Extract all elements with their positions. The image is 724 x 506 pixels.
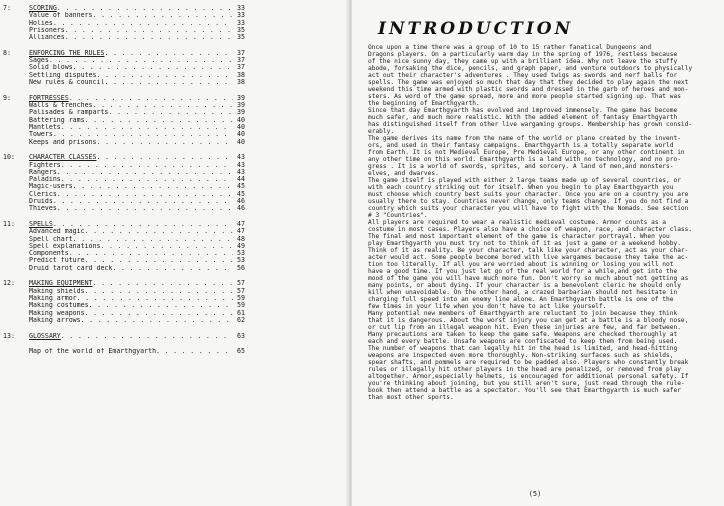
toc-page-number: 43 bbox=[237, 154, 245, 162]
toc-page-number: 43 bbox=[237, 168, 245, 176]
toc-entry bbox=[3, 79, 245, 86]
toc-entry-title: Clerics bbox=[29, 190, 57, 198]
toc-page-number: 62 bbox=[237, 316, 245, 324]
body-text-line: than most other sports. bbox=[368, 394, 454, 401]
toc-entry bbox=[3, 228, 245, 235]
toc-leader-dots bbox=[97, 154, 234, 161]
toc-page-number: 65 bbox=[237, 348, 245, 356]
toc-entry-title: Magic-users bbox=[29, 183, 73, 191]
toc-section-title: MAKING EQUIPMENT bbox=[29, 280, 93, 288]
toc-section bbox=[3, 50, 245, 86]
body-text-line: altogether. Armor,especially helmets, is encouraged for additional personal safety. If bbox=[368, 373, 689, 380]
body-text-line: charging full speed into an enemy line alone. An Emarthgyarth battle is one of the bbox=[368, 296, 674, 303]
toc-entry-title: Paladins bbox=[29, 176, 61, 184]
body-text-line: or cut lip from an illegal weapon hit. Even these injuries are few, and far between. bbox=[368, 324, 681, 331]
toc-entry-title: Solid blows bbox=[29, 64, 73, 72]
body-text-line: must choose which country best suits your character. Once you are on a country you are bbox=[368, 191, 689, 198]
toc-entry-title: Components bbox=[29, 250, 69, 258]
toc-entry bbox=[3, 109, 245, 116]
toc-leader-dots bbox=[85, 228, 233, 235]
body-text-line: country which suits your character you will have to fight with the Nomads. See section bbox=[368, 205, 689, 212]
toc-entry-title: Spell chart bbox=[29, 235, 73, 243]
toc-page-number: 53 bbox=[237, 250, 245, 258]
body-text-line: that it is dangerous. About the worst injury you can get at a battle is a bloody nose, bbox=[368, 317, 689, 324]
body-text-line: # 3 "Countries". bbox=[368, 212, 428, 219]
toc-page-number: 38 bbox=[237, 79, 245, 87]
toc-leader-dots bbox=[53, 198, 233, 205]
toc-page-number: 56 bbox=[237, 264, 245, 272]
toc-leader-dots bbox=[73, 183, 233, 190]
body-text-line: each and every battle. Unsafe weapons are confiscated to keep them from being used. bbox=[368, 338, 678, 345]
toc-entry-title: Fighters bbox=[29, 161, 61, 169]
toc-page-number: 47 bbox=[237, 228, 245, 236]
body-text-line: many points, or about dying. If your character is a benevolent cleric he should only bbox=[368, 282, 681, 289]
toc-entry bbox=[3, 236, 245, 243]
toc-page-number: 39 bbox=[237, 102, 245, 110]
body-text-line: Many potential new members of Emarthgyarth are reluctant to join because they think bbox=[368, 310, 678, 317]
body-text-line: All players are required to wear a realistic medieval costume. Armor counts as a bbox=[368, 219, 667, 226]
toc-leader-dots bbox=[97, 72, 234, 79]
toc-entry bbox=[3, 131, 245, 138]
toc-page-number: 46 bbox=[237, 205, 245, 213]
toc-entry-title: Keeps and prisons bbox=[29, 138, 97, 146]
body-text-line: you're thinking about joining, but you still aren't sure, just read through the rule- bbox=[368, 380, 685, 387]
toc-section-heading bbox=[3, 280, 245, 287]
toc-entry bbox=[3, 12, 245, 19]
body-text-line: The final and most important element of the game is character portrayal. When you bbox=[368, 233, 670, 240]
toc-leader-dots bbox=[73, 64, 233, 71]
toc-entry bbox=[3, 57, 245, 64]
toc-leader-dots bbox=[53, 221, 233, 228]
body-text-line: rules or illegally hit other players in the head are penalized, or removed from play bbox=[368, 366, 681, 373]
toc-entry-title: Making arrows bbox=[29, 316, 81, 324]
toc-entry bbox=[3, 205, 245, 212]
toc-entry bbox=[3, 20, 245, 27]
toc-entry-title: Prisoners bbox=[29, 26, 65, 34]
toc-entry-title: Battering rams bbox=[29, 116, 85, 124]
toc-section-title: ENFORCING THE RULES bbox=[29, 49, 105, 57]
introduction-body bbox=[368, 44, 710, 401]
toc-leader-dots bbox=[93, 280, 233, 287]
toc-entry-title: Making weapons bbox=[29, 309, 85, 317]
body-text-line: erably. bbox=[368, 128, 395, 135]
toc-entry-title: Making armor bbox=[29, 295, 77, 303]
body-text-line: Dragons players. On a particularly warm day in the spring of 1976, restless because bbox=[368, 51, 678, 58]
toc-page-number: 35 bbox=[237, 26, 245, 34]
toc-leader-dots bbox=[112, 265, 233, 272]
body-text-line: Think of it as reality. Be your character, talk like your character, act as your char- bbox=[368, 247, 689, 254]
toc-page-number: 38 bbox=[237, 71, 245, 79]
body-text-line: elves, and dwarves. bbox=[368, 170, 439, 177]
body-text-line: tion too literally. If all you are worried about is winning or losing you will not bbox=[368, 261, 674, 268]
toc-entry-title: Making shields bbox=[29, 287, 85, 295]
body-text-line: costume in most cases. Players also have a choice of weapon, race, and character class. bbox=[368, 226, 693, 233]
toc-page-number: 37 bbox=[237, 64, 245, 72]
toc-entry bbox=[3, 191, 245, 198]
toc-entry-title: Druids bbox=[29, 198, 53, 205]
body-text-line: weapons are inspected even more thoroughly. Non-striking surfaces such as shields, bbox=[368, 352, 674, 359]
body-text-line: with each country striking out for itself. When you begin to play Emarthgyarth you bbox=[368, 184, 674, 191]
toc-entry-title: Value of banners bbox=[29, 12, 93, 20]
toc-leader-dots bbox=[85, 117, 233, 124]
table-of-contents bbox=[3, 5, 245, 356]
toc-entry-title: Rangers bbox=[29, 168, 57, 176]
toc-entry bbox=[3, 72, 245, 79]
body-text-line: The game derives its name from the name of the world or plane created by the invent- bbox=[368, 135, 681, 142]
toc-page-number: 33 bbox=[237, 12, 245, 20]
body-text-line: few times in your life when you don't have to act like yourself. bbox=[368, 303, 607, 310]
toc-entry-title: Walls & trenches bbox=[29, 102, 93, 110]
body-text-line: sters. As word of the game spread, more and more people started signing up. That was bbox=[368, 93, 681, 100]
toc-entry-title: Thieves bbox=[29, 205, 57, 213]
body-text-line: acter would act. Some people become bored with live wargames because they take the ac- bbox=[368, 254, 689, 261]
toc-entry bbox=[3, 176, 245, 183]
body-text-line: The game itself is played with either 2 large teams made up of several countries, or bbox=[368, 177, 681, 184]
body-text-line: of the nice sunny day, they came up with a brilliant idea. Why not leave the stuffy bbox=[368, 58, 678, 65]
toc-entry-title: Predict future bbox=[29, 257, 85, 265]
toc-leader-dots bbox=[100, 243, 233, 250]
toc-entry bbox=[3, 34, 245, 41]
toc-entry-title: Settling disputes bbox=[29, 71, 97, 79]
toc-leader-dots bbox=[57, 191, 233, 198]
toc-page-number: 61 bbox=[237, 309, 245, 317]
body-text-line: play Emarthgyarth you must try not to think of it as just a game or a weekend hobby. bbox=[368, 240, 681, 247]
toc-entry bbox=[3, 257, 245, 264]
toc-entry-title: New rules & council bbox=[29, 79, 105, 87]
body-text-line: from Earth. It is not Medieval Europe, Pre Medieval Europe, or any other continent in bbox=[368, 149, 685, 156]
toc-page-number: 57 bbox=[237, 280, 245, 288]
toc-page-number: 59 bbox=[237, 295, 245, 303]
toc-section-title: SCORING bbox=[29, 5, 57, 12]
body-text-line: spear shafts, and pommels are required to be padded also. Players who constantly break bbox=[368, 359, 689, 366]
toc-entry bbox=[3, 139, 245, 146]
toc-entry bbox=[3, 295, 245, 302]
toc-leader-dots bbox=[61, 162, 233, 169]
body-text-line: abode, forsaking the dice, pencils, and graph paper, and venture outdoors to physically bbox=[368, 65, 693, 72]
toc-leader-dots bbox=[85, 310, 233, 317]
toc-page-number: 40 bbox=[237, 131, 245, 139]
toc-leader-dots bbox=[81, 317, 233, 324]
toc-section-heading bbox=[3, 154, 245, 161]
toc-entry-title: Holies bbox=[29, 19, 53, 27]
toc-entry bbox=[3, 250, 245, 257]
body-text-line: weekend this time armed with plastic swords and dressed in the garb of heroes and mon- bbox=[368, 86, 689, 93]
toc-entry bbox=[3, 183, 245, 190]
toc-leader-dots bbox=[77, 295, 233, 302]
toc-leader-dots bbox=[69, 95, 233, 102]
toc-entry-title: Palisades & ramparts bbox=[29, 109, 109, 117]
toc-entry-title: Advanced magic bbox=[29, 228, 85, 236]
toc-page-number: 39 bbox=[237, 109, 245, 117]
toc-map-entry bbox=[3, 348, 245, 355]
toc-entry-title: Map of the world of Emarthgyarth bbox=[29, 348, 157, 356]
toc-leader-dots bbox=[97, 139, 234, 146]
toc-section-heading bbox=[3, 333, 245, 340]
toc-entry bbox=[3, 243, 245, 250]
toc-section-title: SPELLS bbox=[29, 220, 53, 228]
toc-leader-dots bbox=[104, 50, 233, 57]
toc-leader-dots bbox=[85, 288, 233, 295]
body-text-line: any other time on this world. Emarthgyarth is a land with no technology, and no pro- bbox=[368, 156, 681, 163]
toc-page-number: 33 bbox=[237, 19, 245, 27]
toc-section-heading bbox=[3, 50, 245, 57]
toc-page-number: 46 bbox=[237, 198, 245, 205]
toc-entry bbox=[3, 27, 245, 34]
toc-leader-dots bbox=[156, 348, 233, 355]
toc-section-number: 8: bbox=[3, 49, 11, 57]
toc-page-number: 40 bbox=[237, 116, 245, 124]
toc-section bbox=[3, 5, 245, 41]
toc-page-number: 37 bbox=[237, 49, 245, 57]
toc-entry-title: Druid tarot card deck bbox=[29, 264, 113, 272]
toc-section-number: 11: bbox=[3, 220, 15, 228]
toc-leader-dots bbox=[108, 109, 233, 116]
toc-section bbox=[3, 221, 245, 272]
toc-leader-dots bbox=[61, 333, 233, 340]
toc-entry bbox=[3, 310, 245, 317]
toc-page-number: 59 bbox=[237, 302, 245, 310]
toc-entry bbox=[3, 302, 245, 309]
toc-leader-dots bbox=[57, 205, 233, 212]
toc-leader-dots bbox=[93, 102, 233, 109]
toc-page-number: 33 bbox=[237, 5, 245, 12]
toc-leader-dots bbox=[85, 257, 233, 264]
toc-page-number: 48 bbox=[237, 235, 245, 243]
toc-section bbox=[3, 154, 245, 212]
toc-section-number: 7: bbox=[3, 5, 11, 12]
toc-leader-dots bbox=[61, 176, 233, 183]
body-text-line: much safer, and much more realistic. With the added element of fantasy Emarthgyarth bbox=[368, 114, 678, 121]
toc-entry bbox=[3, 124, 245, 131]
toc-page-number: 47 bbox=[237, 220, 245, 228]
body-text-line: The number of weapons that can legally hit in the head is limited, and head-hitting bbox=[368, 345, 678, 352]
toc-section-number: 9: bbox=[3, 94, 11, 102]
body-text-line: has distinguished itself from other live wargaming groups. Membership has grown consid- bbox=[368, 121, 693, 128]
toc-entry bbox=[3, 162, 245, 169]
toc-entry bbox=[3, 64, 245, 71]
toc-leader-dots bbox=[65, 27, 233, 34]
toc-entry-title: Towers bbox=[29, 131, 53, 139]
toc-entry bbox=[3, 117, 245, 124]
body-text-line: Once upon a time there was a group of 10 to 15 rather fanatical Dungeons and bbox=[368, 44, 652, 51]
toc-section-title: FORTRESSES bbox=[29, 94, 69, 102]
toc-leader-dots bbox=[53, 131, 233, 138]
toc-page-number: 39 bbox=[237, 94, 245, 102]
toc-section-title: GLOSSARY bbox=[29, 332, 61, 340]
toc-leader-dots bbox=[93, 12, 233, 19]
body-text-line: spells. The game was enjoyed so much that day that they decided to play again the next bbox=[368, 79, 689, 86]
body-text-line: the beginning of Emarthgyarth. bbox=[368, 100, 480, 107]
toc-section-number: 10: bbox=[3, 154, 15, 162]
toc-page-number: 63 bbox=[237, 332, 245, 340]
toc-entry-title: Making costumes bbox=[29, 302, 89, 310]
toc-page-number: 45 bbox=[237, 183, 245, 191]
toc-page-number: 43 bbox=[237, 161, 245, 169]
body-text-line: book then attend a battle as a spectator. You'll see that Emarthgyarth is much safer bbox=[368, 387, 681, 394]
toc-leader-dots bbox=[61, 124, 233, 131]
toc-section-heading bbox=[3, 95, 245, 102]
toc-page-number: 35 bbox=[237, 34, 245, 42]
toc-page-number: 37 bbox=[237, 57, 245, 65]
toc-entry-title: Mantlets bbox=[29, 123, 61, 131]
toc-section-title: CHARACTER CLASSES bbox=[29, 154, 97, 162]
body-text-line: Since that day Emarthgyarth has evolved and improved immensely. The game has become bbox=[368, 107, 678, 114]
introduction-heading: INTRODUCTION bbox=[378, 19, 574, 39]
toc-page-number: 53 bbox=[237, 257, 245, 265]
toc-leader-dots bbox=[57, 169, 233, 176]
toc-page-number: 40 bbox=[237, 138, 245, 146]
body-text-line: gress . It is a world of swords, sprites, and sorcery. A land of men,and monsters- bbox=[368, 163, 674, 170]
toc-section bbox=[3, 280, 245, 324]
toc-page-number: 40 bbox=[237, 123, 245, 131]
toc-page-number: 49 bbox=[237, 242, 245, 250]
toc-leader-dots bbox=[65, 34, 233, 41]
toc-leader-dots bbox=[69, 250, 233, 257]
toc-section-number: 12: bbox=[3, 280, 15, 288]
toc-entry bbox=[3, 198, 245, 205]
body-text-line: Many precautions are taken to keep the game safe. Weapons are checked thoroughly at bbox=[368, 331, 678, 338]
toc-section bbox=[3, 95, 245, 146]
toc-leader-dots bbox=[53, 20, 233, 27]
toc-section-number: 13: bbox=[3, 332, 15, 340]
toc-entry bbox=[3, 317, 245, 324]
toc-section-heading bbox=[3, 221, 245, 228]
toc-leader-dots bbox=[73, 236, 233, 243]
toc-section-heading bbox=[3, 5, 245, 12]
toc-entry-title: Spell explanations bbox=[29, 242, 101, 250]
toc-page-number: 57 bbox=[237, 287, 245, 295]
toc-section bbox=[3, 333, 245, 340]
toc-leader-dots bbox=[49, 57, 233, 64]
toc-leader-dots bbox=[89, 302, 233, 309]
toc-entry bbox=[3, 169, 245, 176]
body-text-line: usually there to stay. Countries never change, only teams change. If you do not find a bbox=[368, 198, 689, 205]
toc-entry bbox=[3, 265, 245, 272]
toc-page-number: 45 bbox=[237, 190, 245, 198]
body-text-line: ors, and used in their fantasy campaigns. Emarthgyarth is a totally separate world bbox=[368, 142, 674, 149]
toc-entry-title: Sages bbox=[29, 57, 49, 65]
toc-entry-title: Alliances bbox=[29, 34, 65, 42]
body-text-line: mood of the game you will have much more fun. Don't worry so much about not getting as bbox=[368, 275, 689, 282]
body-text-line: kill when unavoidable. On the other hand, a crazed barbarian should not hesitate in bbox=[368, 289, 678, 296]
page-number: (5) bbox=[528, 490, 542, 498]
toc-entry bbox=[3, 102, 245, 109]
body-text-line: act out their character's adventures . They used twigs as swords and nerf balls for bbox=[368, 72, 678, 79]
toc-entry bbox=[3, 288, 245, 295]
toc-page-number: 44 bbox=[237, 176, 245, 184]
toc-leader-dots bbox=[57, 5, 233, 12]
toc-leader-dots bbox=[104, 79, 233, 86]
body-text-line: have a good time. If you just let go of the real world for a while,and get into the bbox=[368, 268, 678, 275]
